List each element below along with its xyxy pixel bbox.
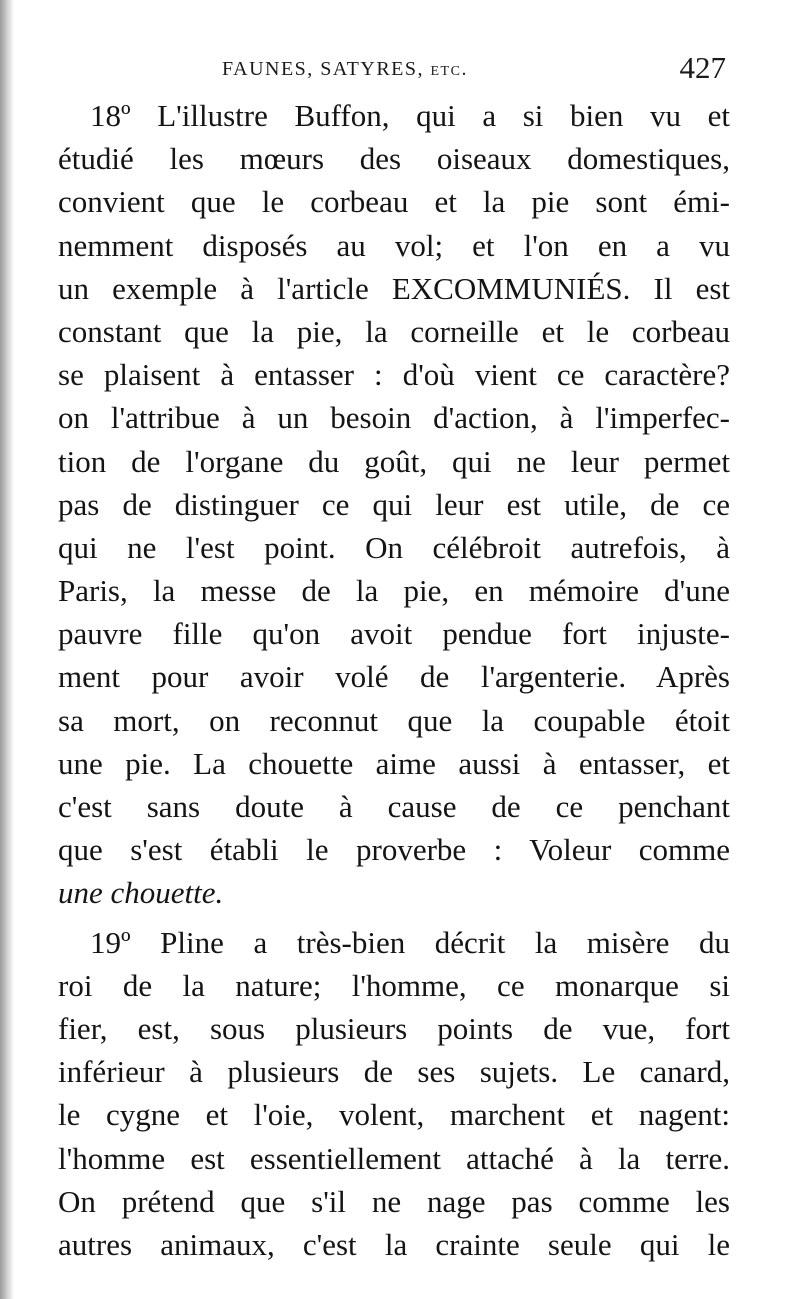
text-line: convient que le corbeau et la pie sont émi- — [58, 184, 730, 220]
text-line: ment pour avoir volé de l'argenterie. Après — [58, 659, 730, 695]
page-number: 427 — [679, 50, 726, 85]
text-line: le cygne et l'oie, volent, marchent et nagent: — [58, 1097, 730, 1133]
body-text — [58, 94, 730, 1266]
running-title: FAUNES, SATYRES, etc. — [222, 58, 468, 80]
text-line: que s'est établi le proverbe : Voleur comme — [58, 832, 730, 868]
text-line: nemment disposés au vol; et l'on en a vu — [58, 227, 730, 263]
page-gutter-shadow — [0, 0, 14, 1299]
text-line: une pie. La chouette aime aussi à entasser, et — [58, 745, 730, 781]
text-line: sa mort, on reconnut que la coupable étoit — [58, 702, 730, 738]
text-line: tion de l'organe du goût, qui ne leur permet — [58, 443, 730, 479]
text-line: roi de la nature; l'homme, ce monarque si — [58, 967, 730, 1003]
text-line: 19º Pline a très-bien décrit la misère du — [90, 924, 730, 960]
text-line: un exemple à l'article EXCOMMUNIÉS. Il est — [58, 270, 730, 306]
text-line: 18º L'illustre Buffon, qui a si bien vu et — [90, 98, 730, 133]
text-line: on l'attribue à un besoin d'action, à l'imperfec- — [58, 400, 730, 436]
running-head — [222, 50, 732, 94]
text-line: qui ne l'est point. On célébroit autrefois, à — [58, 529, 730, 565]
text-line: pas de distinguer ce qui leur est utile, de ce — [58, 486, 730, 522]
text-line-italic: une chouette. — [58, 875, 224, 911]
text-line: étudié les mœurs des oiseaux domestiques, — [58, 141, 730, 177]
text-line: l'homme est essentiellement attaché à la terre. — [58, 1140, 730, 1176]
text-line: On prétend que s'il ne nage pas comme les — [58, 1183, 730, 1219]
text-line: pauvre fille qu'on avoit pendue fort injuste- — [58, 616, 730, 652]
text-line: fier, est, sous plusieurs points de vue, fort — [58, 1010, 730, 1046]
text-line: c'est sans doute à cause de ce penchant — [58, 789, 730, 824]
text-line: se plaisent à entasser : d'où vient ce caractère? — [58, 357, 730, 393]
text-line: constant que la pie, la corneille et le corbeau — [58, 313, 730, 349]
text-line: autres animaux, c'est la crainte seule qui le — [58, 1226, 730, 1262]
paragraph-18 — [58, 94, 730, 915]
paragraph-19 — [58, 921, 730, 1267]
text-line: Paris, la messe de la pie, en mémoire d'une — [58, 573, 730, 609]
text-line: inférieur à plusieurs de ses sujets. Le canard, — [58, 1054, 730, 1090]
